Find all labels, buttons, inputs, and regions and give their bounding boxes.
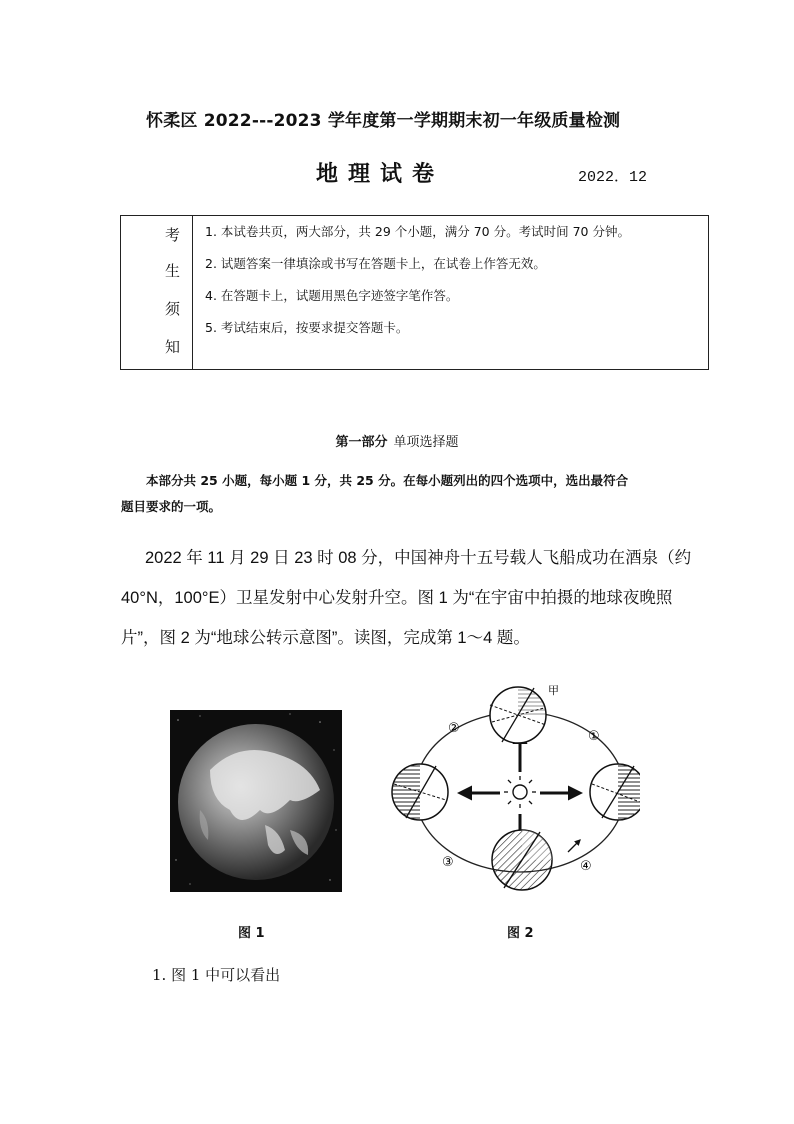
notice-item: 4. 在答题卡上，试题用黑色字迹签字笔作答。 [205, 288, 459, 303]
part-one-title [0, 431, 794, 450]
instructions-line: 题目要求的一项。 [121, 499, 222, 514]
figure-1-caption: 图 1 [238, 926, 265, 941]
part-one-label: 第一部分 [335, 435, 388, 450]
label-jia: 甲 [548, 684, 559, 697]
exam-subject-title: 地理试卷 [316, 162, 445, 187]
earth-position-top [490, 687, 546, 743]
label-position-3: ③ [442, 855, 454, 870]
candidate-notice-box [120, 215, 709, 370]
passage-line: 片”，图 2 为“地球公转示意图”。读图，完成第 1～4 题。 [121, 629, 530, 647]
figure-2-caption: 图 2 [507, 926, 534, 941]
instructions-line: 本部分共 25 小题，每小题 1 分，共 25 分。在每小题列出的四个选项中，选出最符合 [146, 473, 629, 488]
earth-position-right [590, 764, 640, 820]
question-passage [121, 538, 701, 658]
passage-line: 40°N，100°E）卫星发射中心发射升空。图 1 为“在宇宙中拍摄的地球夜晚照 [121, 589, 673, 607]
earth-position-bottom [492, 830, 552, 890]
notice-label-char: 考 [164, 226, 180, 244]
notice-label-column [121, 216, 193, 369]
label-position-4: ④ [580, 859, 592, 874]
label-position-2: ② [448, 721, 460, 736]
label-position-1: ① [588, 729, 600, 744]
exam-date: 2022．12 [578, 169, 648, 186]
sun-icon [504, 776, 536, 808]
notice-label-char: 生 [164, 262, 180, 280]
notice-label-char: 知 [164, 338, 180, 356]
notice-item: 1. 本试卷共页，两大部分，共 29 个小题，满分 70 分。考试时间 70 分钟。 [205, 224, 630, 239]
earth-revolution-diagram [390, 680, 640, 895]
notice-items [205, 222, 630, 350]
notice-item: 2. 试题答案一律填涂或书写在答题卡上，在试卷上作答无效。 [205, 256, 546, 271]
earth-night-photo [170, 710, 342, 892]
exam-heading: 怀柔区 2022---2023 学年度第一学期期末初一年级质量检测 [146, 111, 621, 131]
notice-label-char: 须 [164, 300, 180, 318]
part-one-subtitle: 单项选择题 [393, 435, 459, 450]
earth-position-left [392, 764, 448, 820]
passage-line: 2022 年 11 月 29 日 23 时 08 分，中国神舟十五号载人飞船成功在酒泉（约 [145, 549, 692, 567]
notice-item: 5. 考试结束后，按要求提交答题卡。 [205, 320, 409, 335]
question-1: 1. 图 1 中可以看出 [152, 966, 281, 984]
part-one-instructions [121, 468, 681, 520]
